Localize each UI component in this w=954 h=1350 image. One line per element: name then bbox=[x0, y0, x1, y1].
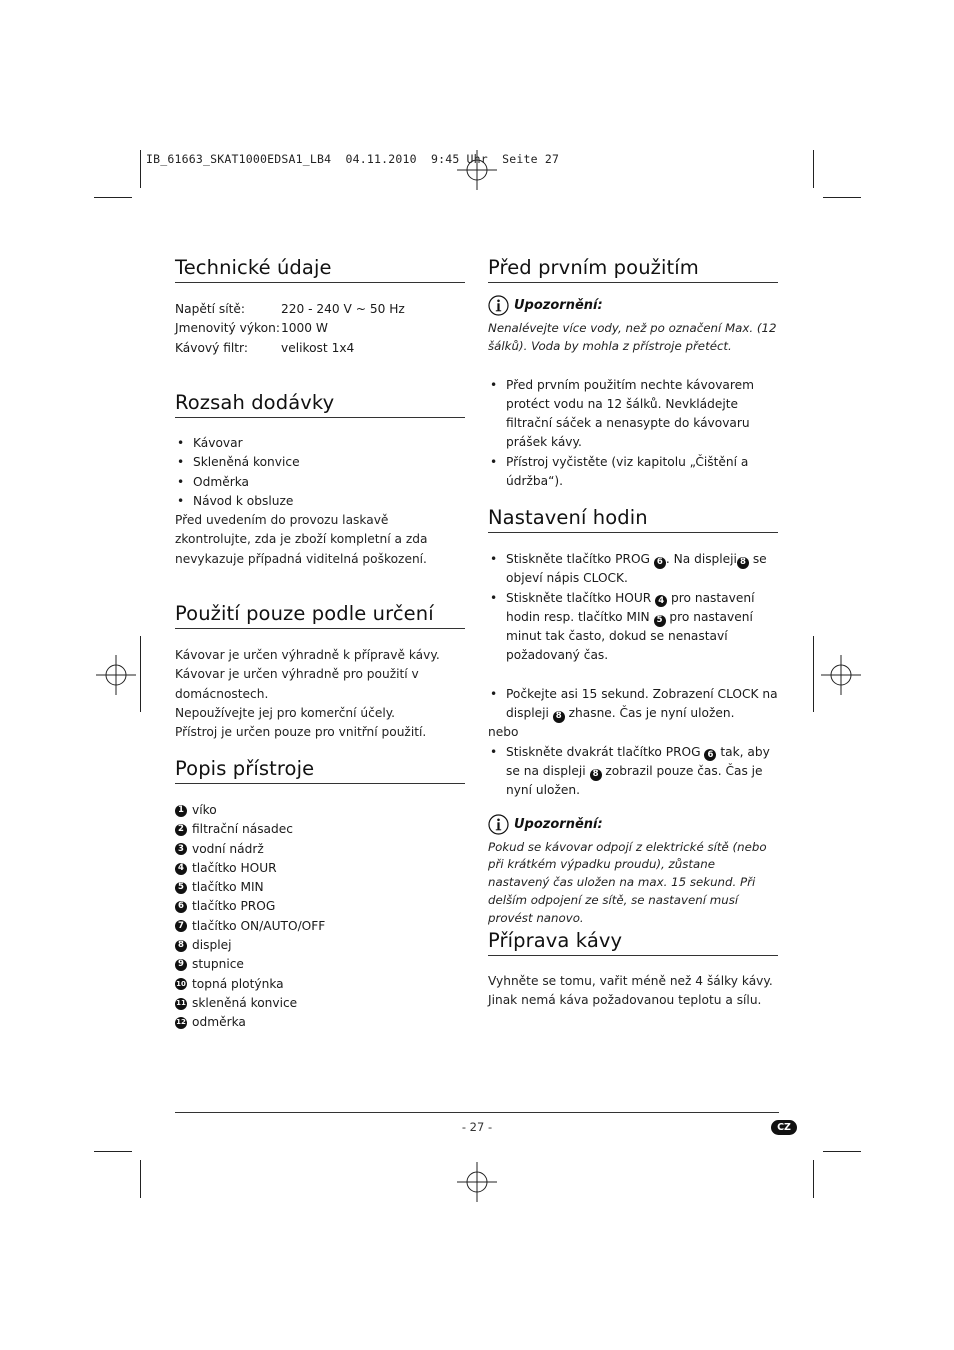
number-badge: 2 bbox=[175, 824, 187, 836]
number-badge: 6 bbox=[175, 901, 187, 913]
number-badge: 5 bbox=[654, 615, 666, 627]
footer-rule bbox=[175, 1112, 779, 1113]
list-item bbox=[488, 589, 778, 666]
part-label: skleněná konvice bbox=[192, 995, 298, 1010]
list-item: • Před prvním použitím nechte kávovarem protéct vodu na 12 šálků. Nevkládejte filtrační sáček a nenasypte do kávovaru prášek kávy. bbox=[488, 376, 778, 453]
text: se objeví nápis CLOCK. bbox=[506, 552, 767, 586]
first-use-list bbox=[488, 376, 778, 492]
text: Stiskněte dvakrát tlačítko PROG bbox=[506, 744, 705, 759]
number-badge: 4 bbox=[655, 595, 667, 607]
number-badge: 3 bbox=[175, 843, 187, 855]
list-item bbox=[175, 878, 465, 897]
number-badge: 12 bbox=[175, 1017, 187, 1029]
usage-paragraph: Kávovar je určen výhradně k přípravě kávy. Kávovar je určen výhradně pro použití v domácnostech. bbox=[175, 648, 440, 701]
text: tak, aby se na displeji bbox=[506, 744, 770, 778]
list-item bbox=[175, 859, 465, 878]
clock-section bbox=[488, 506, 778, 928]
list-item: • Skleněná konvice bbox=[175, 453, 465, 472]
number-badge: 11 bbox=[175, 998, 187, 1010]
first-use-heading: Před prvním použitím bbox=[488, 256, 778, 283]
language-badge: CZ bbox=[771, 1120, 797, 1135]
number-badge: 8 bbox=[590, 769, 602, 781]
part-label: tlačítko MIN bbox=[192, 880, 264, 895]
prep-section bbox=[488, 929, 778, 1011]
list-item: • Návod k obsluze bbox=[175, 492, 465, 511]
text: pro nastavení minut tak často, dokud se nenastaví požadovaný čas. bbox=[506, 609, 753, 663]
list-item bbox=[175, 801, 465, 820]
crop-mark bbox=[813, 636, 814, 712]
usage-paragraph: Nepoužívejte jej pro komerční účely. bbox=[175, 705, 396, 720]
spec-value: 220 - 240 V ~ 50 Hz bbox=[281, 302, 405, 316]
list-item bbox=[175, 975, 465, 994]
list-item: • Odměrka bbox=[175, 473, 465, 492]
spec-table bbox=[175, 300, 465, 358]
prep-heading: Příprava kávy bbox=[488, 929, 778, 956]
technical-heading: Technické údaje bbox=[175, 256, 465, 283]
number-badge: 5 bbox=[175, 882, 187, 894]
number-badge: 8 bbox=[175, 940, 187, 952]
technical-section bbox=[175, 256, 465, 358]
crop-mark bbox=[823, 1151, 861, 1152]
list-item: • Přístroj vyčistěte (viz kapitolu „Čištění a údržba“). bbox=[488, 453, 778, 492]
list-item bbox=[175, 820, 465, 839]
usage-paragraph: Přístroj je určen pouze pro vnitřní použití. bbox=[175, 725, 427, 740]
spec-label: Napětí sítě: bbox=[175, 302, 245, 316]
crop-mark bbox=[140, 1160, 141, 1198]
or-label: nebo bbox=[488, 725, 519, 740]
spec-label: Kávový filtr: bbox=[175, 340, 248, 355]
number-badge: 7 bbox=[175, 920, 187, 932]
list-item bbox=[488, 550, 778, 589]
spec-value: 1000 W bbox=[281, 321, 328, 336]
part-label: stupnice bbox=[192, 957, 244, 972]
registration-mark-icon bbox=[821, 655, 861, 695]
number-badge: 4 bbox=[175, 863, 187, 875]
text: . Na displeji bbox=[665, 552, 737, 566]
scope-section bbox=[175, 391, 465, 569]
scope-heading: Rozsah dodávky bbox=[175, 391, 465, 418]
number-badge: 8 bbox=[737, 557, 749, 569]
list-item bbox=[488, 743, 778, 801]
text: zobrazil pouze čas. Čas je nyní uložen. bbox=[506, 763, 763, 798]
usage-heading: Použití pouze podle určení bbox=[175, 602, 465, 629]
part-label: tlačítko ON/AUTO/OFF bbox=[192, 918, 326, 933]
spec-row bbox=[175, 300, 465, 319]
part-label: topná plotýnka bbox=[192, 976, 284, 991]
note-title bbox=[488, 295, 778, 316]
crop-mark bbox=[94, 197, 132, 198]
part-label: vodní nádrž bbox=[192, 841, 264, 856]
parts-heading: Popis přístroje bbox=[175, 757, 465, 784]
number-badge: 8 bbox=[553, 711, 565, 723]
crop-mark bbox=[140, 150, 141, 188]
list-item bbox=[175, 917, 465, 936]
first-use-section bbox=[488, 256, 778, 491]
clock-heading: Nastavení hodin bbox=[488, 506, 778, 533]
registration-mark-icon bbox=[457, 1162, 497, 1202]
info-icon bbox=[488, 295, 509, 316]
registration-mark-icon bbox=[457, 150, 497, 190]
note-title bbox=[488, 814, 778, 835]
part-label: odměrka bbox=[192, 1015, 246, 1030]
list-item bbox=[175, 936, 465, 955]
number-badge: 1 bbox=[175, 805, 187, 817]
clock-list bbox=[488, 550, 778, 666]
text: Stiskněte tlačítko HOUR bbox=[506, 590, 656, 605]
part-label: tlačítko HOUR bbox=[192, 860, 277, 875]
spec-value: velikost 1x4 bbox=[281, 340, 355, 355]
note-text: Nenalévejte více vody, než po označení Max. (12 šálků). Voda by mohla z přístroje přetéct. bbox=[488, 321, 777, 353]
spec-row bbox=[175, 319, 465, 338]
page-number: - 27 - bbox=[461, 1120, 493, 1134]
info-icon bbox=[488, 814, 509, 835]
crop-mark bbox=[823, 197, 861, 198]
clock-list bbox=[488, 685, 778, 724]
print-slug: IB_61663_SKAT1000EDSA1_LB4 04.11.2010 9:45 Uhr Seite 27 bbox=[146, 152, 560, 166]
number-badge: 6 bbox=[704, 749, 716, 761]
part-label: víko bbox=[192, 803, 217, 817]
list-item bbox=[175, 994, 465, 1013]
part-label: filtrační násadec bbox=[192, 822, 293, 837]
crop-mark bbox=[94, 1151, 132, 1152]
scope-list bbox=[175, 434, 465, 511]
list-item bbox=[175, 1013, 465, 1032]
number-badge: 6 bbox=[654, 557, 666, 569]
list-item bbox=[488, 685, 778, 724]
list-item bbox=[175, 897, 465, 916]
text: Počkejte asi 15 sekund. Zobrazení CLOCK na displeji bbox=[506, 686, 778, 721]
part-label: displej bbox=[192, 938, 232, 953]
list-item: • Kávovar bbox=[175, 434, 465, 453]
prep-paragraph: Vyhněte se tomu, vařit méně než 4 šálky kávy. Jinak nemá káva požadovanou teplotu a sílu. bbox=[488, 974, 773, 1008]
note-title-text: Upozornění: bbox=[514, 816, 603, 832]
text: pro nastavení hodin resp. tlačítko MIN bbox=[506, 590, 755, 624]
spec-label: Jmenovitý výkon: bbox=[175, 321, 280, 336]
text: Stiskněte tlačítko PROG bbox=[506, 552, 654, 566]
note-text: Pokud se kávovar odpojí z elektrické sítě (nebo při krátkém výpadku proudu), zůstane nastavený čas uložen na max. 15 sekund. Při delším odpojení ze sítě, se nastavení musí provést nanovo. bbox=[488, 839, 767, 925]
crop-mark bbox=[813, 1160, 814, 1198]
scope-paragraph: Před uvedením do provozu laskavě zkontrolujte, zda je zboží kompletní a zda nevykazuje případná viditelná poškození. bbox=[175, 513, 428, 566]
list-item bbox=[175, 955, 465, 974]
spec-row bbox=[175, 339, 465, 358]
note-title-text: Upozornění: bbox=[514, 298, 603, 313]
parts-list bbox=[175, 801, 465, 1033]
usage-section bbox=[175, 602, 465, 742]
parts-section bbox=[175, 757, 465, 1033]
clock-list bbox=[488, 743, 778, 801]
crop-mark bbox=[140, 636, 141, 712]
number-badge: 10 bbox=[175, 978, 187, 990]
list-item bbox=[175, 840, 465, 859]
registration-mark-icon bbox=[96, 655, 136, 695]
number-badge: 9 bbox=[175, 959, 187, 971]
text: zhasne. Čas je nyní uložen. bbox=[564, 706, 735, 721]
crop-mark bbox=[813, 150, 814, 188]
part-label: tlačítko PROG bbox=[192, 899, 276, 914]
